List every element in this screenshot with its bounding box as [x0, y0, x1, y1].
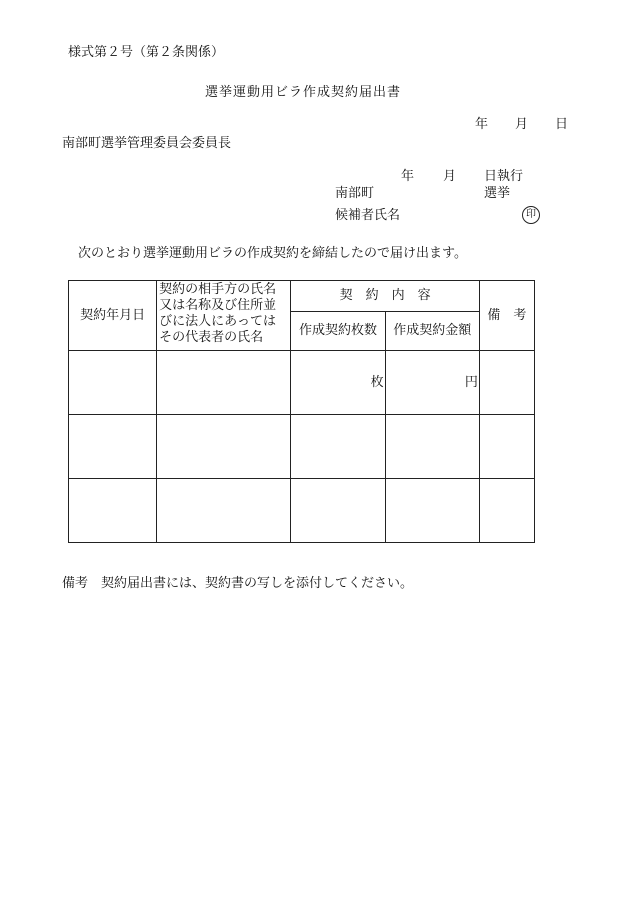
cell-note: [479, 351, 534, 415]
table-row: [69, 479, 535, 543]
header-contract-amount: 作成契約金額: [385, 312, 479, 351]
cell-date: [69, 351, 157, 415]
date-day-label: 日: [555, 117, 569, 132]
cell-count-unit: 枚: [291, 351, 385, 415]
header-copy-count: 作成契約枚数: [291, 312, 385, 351]
header-contract-date: 契約年月日: [69, 281, 157, 351]
cell-amount: [385, 415, 479, 479]
cell-amount-unit: 円: [385, 351, 479, 415]
election-label: 選挙: [484, 186, 511, 201]
cell-count: [291, 415, 385, 479]
statement-text: 次のとおり選挙運動用ビラの作成契約を締結したので届け出ます。: [78, 246, 467, 261]
document-title: 選挙運動用ビラ作成契約届出書: [205, 85, 402, 100]
addressee: 南部町選挙管理委員会委員長: [62, 136, 232, 151]
cell-count: [291, 479, 385, 543]
candidate-name-label: 候補者氏名: [335, 208, 401, 223]
table-row: [69, 351, 535, 415]
election-day-held-label: 日執行: [484, 169, 524, 184]
election-year-label: 年: [401, 169, 415, 184]
cell-note: [479, 479, 534, 543]
header-remarks: 備 考: [479, 281, 534, 351]
cell-amount: [385, 479, 479, 543]
footnote: 備考 契約届出書には、契約書の写しを添付してください。: [62, 576, 414, 591]
header-counterparty: 契約の相手方の氏名又は名称及び住所並びに法人にあってはその代表者の氏名: [157, 281, 291, 351]
cell-party: [157, 415, 291, 479]
cell-note: [479, 415, 534, 479]
town-name: 南部町: [335, 186, 375, 201]
form-number: 様式第２号（第２条関係）: [68, 45, 225, 60]
header-contract-details: 契 約 内 容: [291, 281, 479, 312]
contract-table: [68, 280, 535, 543]
date-year-label: 年: [475, 117, 489, 132]
cell-party: [157, 479, 291, 543]
seal-mark: 印: [522, 206, 540, 224]
table-row: [69, 415, 535, 479]
cell-date: [69, 479, 157, 543]
election-month-label: 月: [443, 169, 457, 184]
cell-party: [157, 351, 291, 415]
cell-date: [69, 415, 157, 479]
date-month-label: 月: [515, 117, 529, 132]
